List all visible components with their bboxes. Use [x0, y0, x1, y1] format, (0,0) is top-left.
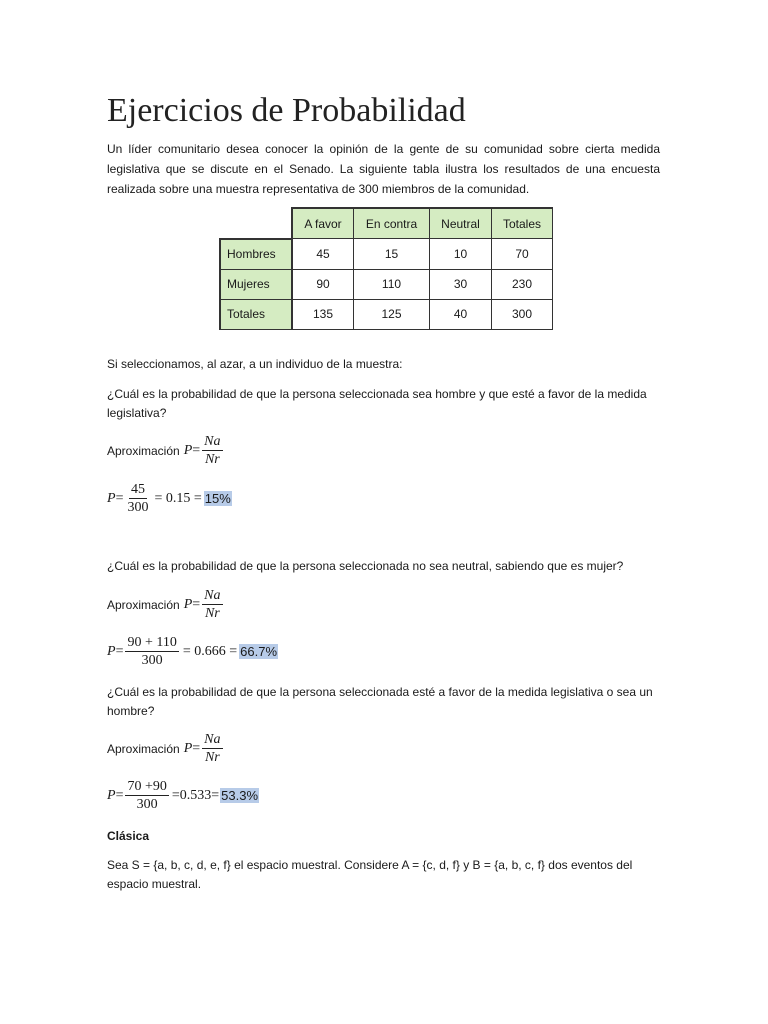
- formula-approx-1: [107, 433, 225, 468]
- approx-label: Aproximación: [107, 597, 180, 612]
- table-cell: 135: [292, 299, 354, 329]
- formula-eq: =: [115, 643, 124, 659]
- fraction-numerator: 70 +90: [127, 779, 167, 794]
- formula-p: P: [183, 596, 193, 612]
- table-row-label: Mujeres: [220, 269, 292, 299]
- table-row: [220, 239, 553, 270]
- table-cell: 10: [430, 239, 492, 270]
- question-1: ¿Cuál es la probabilidad de que la persona seleccionada sea hombre y que esté a favor de la medida legislativa?: [107, 387, 647, 420]
- table-header-cell: A favor: [292, 208, 354, 239]
- table-cell: 90: [292, 269, 354, 299]
- clasica-paragraph: Sea S = {a, b, c, d, e, f} el espacio muestral. Considere A = {c, d, f} y B = {a, b, c, f} dos eventos del espacio muestral.: [107, 858, 633, 891]
- calculation-1: [107, 481, 232, 516]
- table-row: [220, 299, 553, 329]
- table-cell: 30: [430, 269, 492, 299]
- table-header-cell: Neutral: [430, 208, 492, 239]
- table-cell: 15: [354, 239, 430, 270]
- fraction-denominator: Nr: [204, 606, 220, 621]
- fraction-numerator: Na: [204, 732, 221, 747]
- result-highlight: 15%: [204, 491, 231, 506]
- table-row-label: Totales: [220, 299, 292, 329]
- result-highlight: 53.3%: [221, 788, 259, 803]
- table-cell: 40: [430, 299, 492, 329]
- formula-approx-3: [107, 731, 225, 766]
- question-2: ¿Cuál es la probabilidad de que la persona seleccionada no sea neutral, sabiendo que es mujer?: [107, 559, 624, 573]
- formula-p: P: [107, 490, 116, 506]
- calc-fraction: [125, 778, 168, 813]
- calculation-2: [107, 634, 278, 669]
- calc-decimal: = 0.666 =: [182, 643, 238, 659]
- calc-fraction: [125, 481, 150, 516]
- table-cell: 125: [354, 299, 430, 329]
- approx-label: Aproximación: [107, 443, 180, 458]
- formula-eq: =: [115, 787, 124, 803]
- intro-paragraph: Un líder comunitario desea conocer la opinión de la gente de su comunidad sobre cierta medida legislativa que se discute en el Senado. La siguiente tabla ilustra los resultados de una encuesta realizada sobre una muestra representativa de 300 miembros de la comunidad.: [107, 142, 660, 196]
- fraction-denominator: Nr: [204, 452, 220, 467]
- table-cell: 300: [492, 299, 553, 329]
- approx-label: Aproximación: [107, 741, 180, 756]
- formula-eq: =: [115, 490, 124, 506]
- table-header-row: [220, 208, 553, 239]
- fraction-denominator: 300: [136, 797, 158, 812]
- fraction-denominator: Nr: [204, 750, 220, 765]
- fraction-numerator: 90 + 110: [127, 635, 177, 650]
- fraction-numerator: 45: [130, 482, 145, 497]
- calc-decimal: =0.533=: [171, 787, 220, 803]
- table-row-label: Hombres: [220, 239, 292, 270]
- formula-p: P: [183, 442, 193, 458]
- question-3: ¿Cuál es la probabilidad de que la persona seleccionada esté a favor de la medida legislativa o sea un hombre?: [107, 685, 653, 718]
- formula-fraction: [202, 433, 222, 468]
- fraction-numerator: Na: [204, 588, 221, 603]
- table-corner: [220, 208, 292, 239]
- table-cell: 45: [292, 239, 354, 270]
- select-text: Si seleccionamos, al azar, a un individuo de la muestra:: [107, 357, 403, 371]
- formula-p: P: [183, 740, 193, 756]
- calc-fraction: [125, 634, 178, 669]
- formula-eq: =: [192, 596, 201, 612]
- table-row: [220, 269, 553, 299]
- formula-fraction: [202, 587, 222, 622]
- formula-fraction: [202, 731, 222, 766]
- formula-eq: =: [192, 740, 201, 756]
- survey-table: [219, 207, 553, 330]
- table-cell: 70: [492, 239, 553, 270]
- fraction-numerator: Na: [204, 434, 221, 449]
- fraction-denominator: 300: [141, 653, 163, 668]
- formula-p: P: [107, 643, 116, 659]
- table-cell: 230: [492, 269, 553, 299]
- section-heading-clasica: Clásica: [107, 829, 150, 843]
- calc-decimal: = 0.15 =: [154, 490, 202, 506]
- page-title: Ejercicios de Probabilidad: [107, 92, 466, 129]
- calculation-3: [107, 778, 259, 813]
- formula-approx-2: [107, 587, 225, 622]
- fraction-denominator: 300: [127, 500, 149, 515]
- formula-p: P: [107, 787, 116, 803]
- table-header-cell: Totales: [492, 208, 553, 239]
- table-header-cell: En contra: [354, 208, 430, 239]
- table-cell: 110: [354, 269, 430, 299]
- formula-eq: =: [192, 442, 201, 458]
- result-highlight: 66.7%: [240, 644, 278, 659]
